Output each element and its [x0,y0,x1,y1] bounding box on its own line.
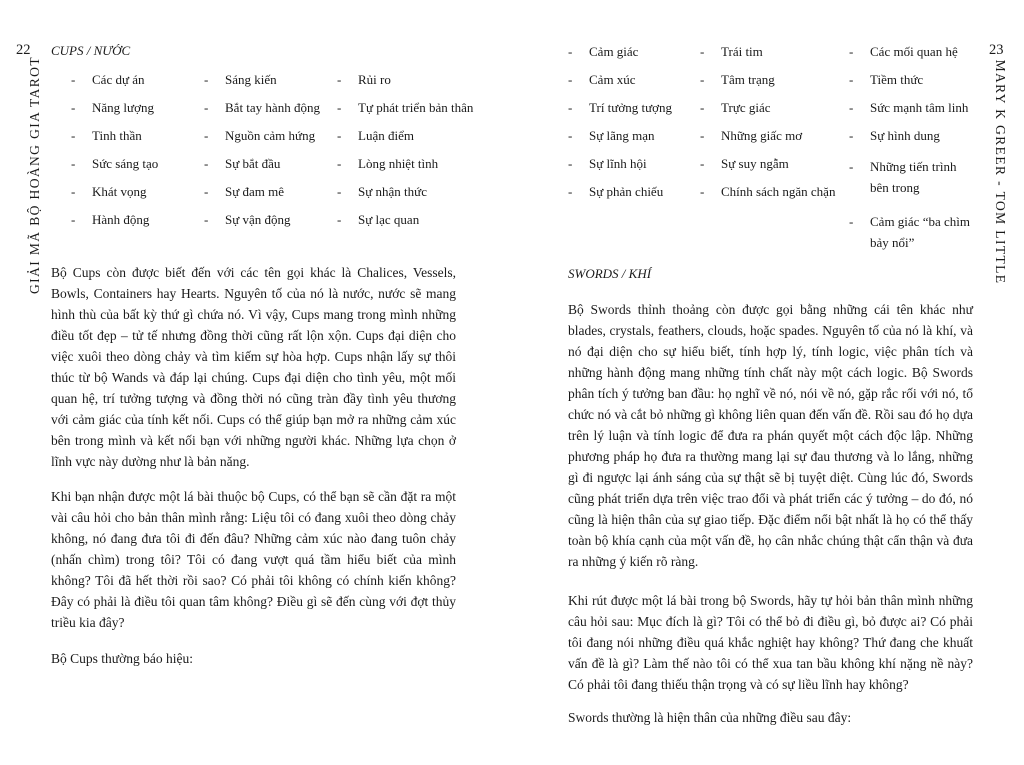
list-item: - Các dự án [71,72,145,87]
list-item: - Các mối quan hệ [849,44,958,59]
cups-paragraph-1: Bộ Cups còn được biết đến với các tên gọi khác là Chalices, Vessels, Bowls, Containers hay Hearts. Nguyên tố của nó là nước, nước sẽ mang hình thù của bất kỳ thứ gì chứa nó. Vì vậy, Cups mang trong mình những điều tốt đẹp – tử tế nhưng đồng thời cũng rất lộn xộn. Cups đại diện cho việc xuôi theo dòng chảy và tìm kiếm sự hòa hợp. Cups nhận lấy sự thôi thúc từ bộ Wands và đáp lại chúng. Cups đại diện cho tình yêu, một mối quan hệ, trí tưởng tượng và đồng thời nó cũng tràn đầy tình yêu thương với cảm giác của tính kết nối. Cups có thể giúp bạn mở ra những cảm xúc bên trong mình và kết nối bạn với những người khác. Những lựa chọn ở lĩnh vực này dường như là bản năng. [51,265,456,469]
list-item: - Sự lạc quan [337,212,420,228]
running-head: GIẢI MÃ BỘ HOÀNG GIA TAROT [27,56,42,294]
cups-list-col5 [700,44,840,200]
list-item: - Sự vận động [204,212,291,228]
list-item: - Sự lãng mạn [568,128,655,144]
list-item: - Những giấc mơ [700,128,803,144]
section-title-swords: SWORDS / KHÍ [568,266,652,281]
page-number: 22 [16,42,31,58]
cups-list-col4 [568,44,692,200]
list-item: - Sự bắt đầu [204,156,281,172]
swords-paragraph-2: Khi rút được một lá bài trong bộ Swords, hãy tự hỏi bản thân mình những câu hỏi sau: Mục đích là gì? Tôi có thể bỏ đi điều gì, bỏ được ai? Có phải tôi đang nói những điều quá khắc nghiệt hay không? Thứ đang che khuất vấn đề là gì? Làm thế nào tôi có thể xua tan bầu không khí nặng nề này? Có phải tôi đang thiếu thận trọng và có sự liều lĩnh hay không? [568,593,973,692]
list-item: - Sự đam mê [204,184,285,200]
swords-paragraph-1: Bộ Swords thỉnh thoảng còn được gọi bằng những cái tên khác như blades, crystals, feathers, clouds, hoặc spades. Nguyên tố của nó là khí, và nó đại diện cho sự hiểu biết, tính hợp lý, tính logic, việc phân tích và những hành động mang những tính chất này một cách logic. Bộ Swords phân tích ý tưởng ban đầu: họ nghĩ về nó, nói về nó, gặp rắc rối với nó, tổ chức nó và cắt bỏ những gì không liên quan đến vấn đề. Rồi sau đó họ dựa trên lý luận và tính logic để đưa ra phán quyết một cách độc lập. Những phương pháp họ đưa ra thường mang lại sự đau thương và lo lắng, những gì đi ngược lại ánh sáng của sự thật sẽ bị tuyệt diệt. Cùng lúc đó, Swords cũng phát triển dựa trên việc trao đổi và phát triển các ý tưởng – do đó, nó cũng là hiện thân của sự giao tiếp. Đặc điểm nổi bật nhất là họ có thể thấy toàn bộ khía cạnh của một vấn đề, họ cân nhắc chúng thật cẩn thận và đưa ra những ý kiến rõ ràng. [568,302,973,569]
list-item: - Chính sách ngăn chặn [700,184,836,200]
list-item: - Trực giác [700,100,771,116]
cups-list-col3 [337,72,487,228]
list-item: - Sự lĩnh hội [568,156,647,172]
list-item: - Bắt tay hành động [204,100,320,116]
list-item: - Sự hình dung [849,128,940,144]
list-item: - Trái tim [700,44,763,59]
cups-list-col2 [204,72,328,228]
list-item: - Khát vọng [71,184,147,200]
swords-paragraph-3: Swords thường là hiện thân của những điều sau đây: [568,710,852,725]
right-page [512,0,1024,765]
cups-list-col1 [71,72,189,228]
running-head: MARY K GREER - TOM LITTLE [993,59,1008,285]
list-item: - Sức sáng tạo [71,156,159,172]
list-item: - Cảm giác [568,44,639,59]
list-item: - Tiềm thức [849,72,924,88]
list-item: - Lòng nhiệt tình [337,156,439,172]
page-number: 23 [989,42,1004,58]
list-item: - Tâm trạng [700,72,775,88]
list-item: - Sự phản chiếu [568,184,664,200]
list-item: - Nguồn cảm hứng [204,128,316,144]
list-item: - Luận điểm [337,128,414,144]
list-item: - Tự phát triển bản thân [337,100,474,116]
cups-list-col6 [849,44,973,253]
list-item: - Rủi ro [337,72,391,87]
list-item: - Sự suy ngẫm [700,156,789,172]
cups-paragraph-2: Khi bạn nhận được một lá bài thuộc bộ Cups, có thể bạn sẽ cần đặt ra một vài câu hỏi cho bản thân mình rằng: Liệu tôi có đang xuôi theo dòng chảy không, nó đang đưa tôi đi đến đâu? Những cảm xúc nào đang tuôn chảy (nhấn chìm) trong tôi? Tôi có đang vượt quá tầm hiểu biết của mình không? Tôi đã hết thời rồi sao? Có phải tôi không có chính kiến không? Đây có phải là điều tôi quan tâm không? Điều gì sẽ đến cùng với đợt thủy triều kia đây? [51,489,456,630]
list-item: - Tinh thần [71,128,142,144]
cups-paragraph-3: Bộ Cups thường báo hiệu: [51,651,193,666]
list-item: - Sáng kiến [204,72,277,87]
list-item: - Trí tưởng tượng [568,100,672,116]
section-title-cups: CUPS / NƯỚC [51,43,131,58]
list-item: - Sức mạnh tâm linh [849,100,969,116]
list-item: - Cảm xúc [568,72,636,88]
list-item: - Năng lượng [71,100,154,116]
list-item: - Cảm giác “ba chìm bảy nổi” [849,213,970,250]
list-item: - Sự nhận thức [337,184,427,200]
list-item: - Những tiến trình bên trong [849,159,957,196]
list-item: - Hành động [71,212,150,228]
